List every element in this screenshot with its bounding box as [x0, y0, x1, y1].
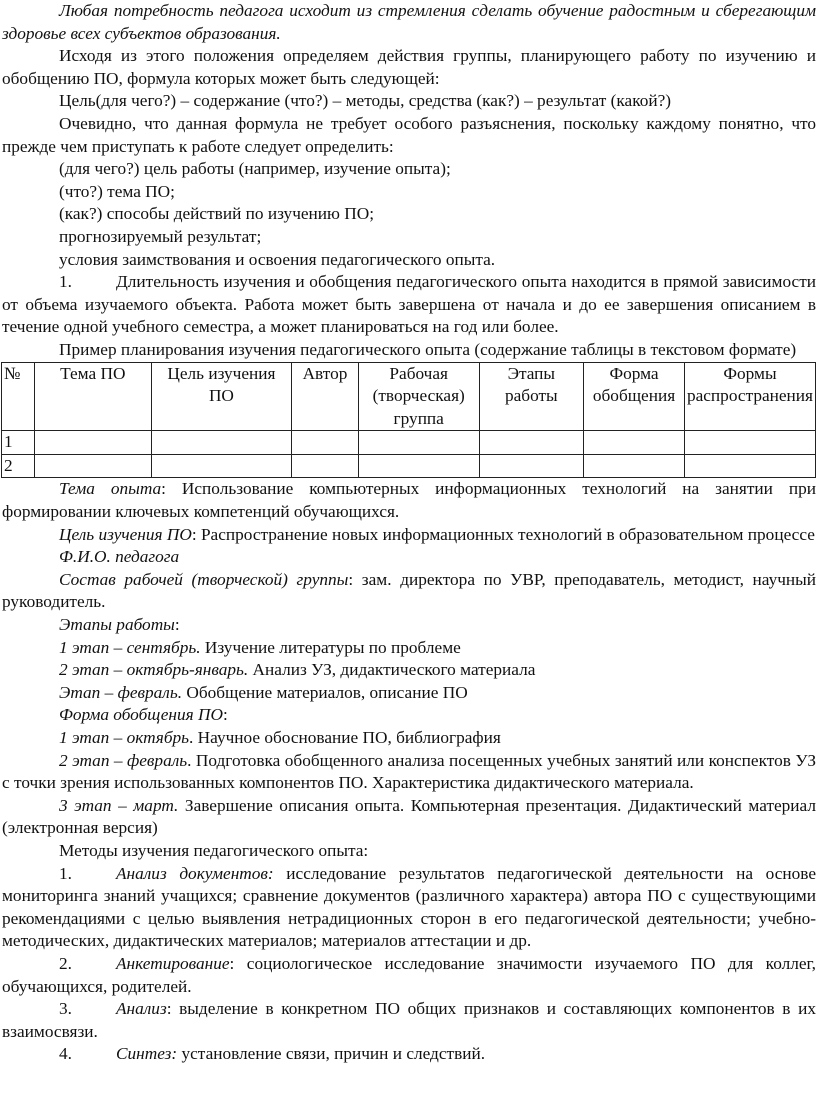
group-label: Состав рабочей (творческой) группы [59, 569, 349, 589]
method-item [0, 1043, 816, 1066]
form-stage-text: Завершение описания опыта. Компьютерная презентация. Дидактический материал (электронная версия) [2, 795, 816, 838]
table-cell [479, 454, 584, 478]
table-cell [34, 431, 151, 455]
list-item: (как?) способы действий по изучению ПО; [59, 204, 375, 224]
paragraph-2: Очевидно, что данная формула не требует особого разъяснения, поскольку каждому понятно, что прежде чем приступать к работе следует определить: [2, 113, 816, 156]
fio-label: Ф.И.О. педагога [59, 547, 180, 567]
table-row [2, 454, 816, 478]
goal-paragraph [0, 524, 816, 547]
group-paragraph [0, 569, 816, 614]
stage-text: Изучение литературы по проблеме [200, 637, 461, 657]
table-header-cell: Рабочая (творческая) группа [358, 362, 479, 431]
form-heading [0, 704, 816, 727]
form-stage-label: 3 этап – март. [59, 795, 179, 815]
table-header-cell: Форма обобщения [584, 362, 685, 431]
table-header-cell: Автор [292, 362, 359, 431]
methods-title: Методы изучения педагогического опыта: [59, 840, 369, 860]
fio-paragraph [0, 546, 816, 569]
table-cell [151, 431, 291, 455]
table-cell [584, 431, 685, 455]
intro-italic-text: Любая потребность педагога исходит из стремления сделать обучение радостным и сберегающим здоровье всех субъектов образования. [2, 1, 816, 43]
group-text: : зам. директора по УВР, преподаватель, методист, научный руководитель. [2, 569, 816, 612]
table-header-cell: № [2, 362, 35, 431]
list-item: прогнозируемый результат; [59, 226, 262, 246]
numbered-item-1 [0, 271, 816, 339]
table-cell [684, 431, 815, 455]
form-stage-line [0, 750, 816, 795]
method-number: 2. [59, 953, 72, 973]
method-number: 4. [59, 1044, 72, 1064]
table-cell [292, 431, 359, 455]
stages-colon: : [174, 615, 180, 635]
topic-text: : Использование компьютерных информационных технологий на занятии при формировании ключевых компетенций обучающихся. [2, 479, 816, 522]
table-cell [479, 431, 584, 455]
planning-table [1, 362, 816, 479]
form-stage-text: . Подготовка обобщенного анализа посещенных учебных занятий или конспектов УЗ с точки зрения использованных компонентов ПО. Характеристика дидактического материала. [2, 750, 816, 793]
method-label: Анализ [116, 999, 167, 1019]
form-stage-line [0, 795, 816, 840]
table-cell: 2 [2, 454, 35, 478]
method-text: : выделение в конкретном ПО общих признаков и составляющих компонентов в их взаимосвязи. [2, 999, 816, 1041]
table-header-cell: Цель изучения ПО [151, 362, 291, 431]
method-label: Анализ документов: [116, 863, 274, 883]
intro-paragraph [0, 0, 816, 45]
method-number: 3. [59, 999, 72, 1019]
form-stage-text: . Научное обоснование ПО, библиография [189, 728, 501, 747]
stage-line [0, 637, 816, 660]
stage-label: Этап – февраль. [59, 682, 183, 702]
table-cell [358, 454, 479, 478]
stage-line [0, 659, 816, 682]
table-header-row [2, 362, 816, 431]
form-stage-label: 1 этап – октябрь [59, 728, 190, 747]
table-cell [584, 454, 685, 478]
method-label: Анкетирование [116, 953, 230, 973]
table-cell [34, 454, 151, 478]
method-text: установление связи, причин и следствий. [177, 1044, 486, 1064]
example-caption: Пример планирования изучения педагогического опыта (содержание таблицы в текстовом формате) [59, 339, 797, 359]
topic-label: Тема опыта [59, 479, 162, 499]
stages-label: Этапы работы [59, 615, 175, 635]
method-item [0, 953, 816, 998]
table-cell: 1 [2, 431, 35, 455]
method-text: : социологическое исследование значимости изучаемого ПО для коллег, обучающихся, родителей. [2, 953, 816, 996]
item-number: 1. [59, 272, 72, 292]
method-item [0, 863, 816, 953]
goal-text: : Распространение новых информационных технологий в образовательном процессе [191, 524, 815, 544]
table-cell [684, 454, 815, 478]
stage-text: Анализ УЗ, дидактического материала [248, 660, 536, 680]
method-label: Синтез: [116, 1044, 178, 1064]
table-header-cell: Тема ПО [34, 362, 151, 431]
paragraph-1: Исходя из этого положения определяем действия группы, планирующего работу по изучению и обобщению ПО, формула которых может быть следующей: [2, 46, 816, 88]
table-cell [292, 454, 359, 478]
topic-paragraph [0, 478, 816, 523]
table-header-cell: Этапы работы [479, 362, 584, 431]
list-item: (для чего?) цель работы (например, изучение опыта); [59, 159, 451, 179]
method-item [0, 998, 816, 1043]
stage-text: Обобщение материалов, описание ПО [182, 682, 468, 702]
stages-heading [0, 614, 816, 637]
table-cell [151, 454, 291, 478]
table-header-cell: Формы распространения [684, 362, 815, 431]
form-stage-label: 2 этап – февраль [59, 750, 188, 770]
stage-label: 2 этап – октябрь-январь. [59, 660, 249, 680]
form-colon: : [222, 705, 228, 725]
method-number: 1. [59, 863, 72, 883]
form-label: Форма обобщения ПО [59, 705, 223, 725]
stage-line [0, 682, 816, 705]
table-row [2, 431, 816, 455]
formula-line: Цель(для чего?) – содержание (что?) – методы, средства (как?) – результат (какой?) [59, 91, 672, 111]
item-text: Длительность изучения и обобщения педагогического опыта находится в прямой зависимости от объема изучаемого объекта. Работа может быть завершена от начала и до ее завершения описанием в течение одной учебного семестра, а может планироваться на год или более. [2, 272, 816, 337]
goal-label: Цель изучения ПО [59, 524, 192, 544]
stage-label: 1 этап – сентябрь. [59, 637, 201, 657]
form-stage-line [0, 727, 816, 750]
list-item: условия заимствования и освоения педагогического опыта. [59, 249, 496, 269]
method-text: исследование результатов педагогической деятельности на основе мониторинга знаний учащихся; сравнение документов (различного характера) автора ПО с существующими рекомендациями с целью выявления нетрадиционных сторон в его педагогической деятельности; учебно-методических, дидактических материалов; материалов аттестации и др. [2, 863, 816, 951]
list-item: (что?) тема ПО; [59, 181, 175, 201]
table-cell [358, 431, 479, 455]
